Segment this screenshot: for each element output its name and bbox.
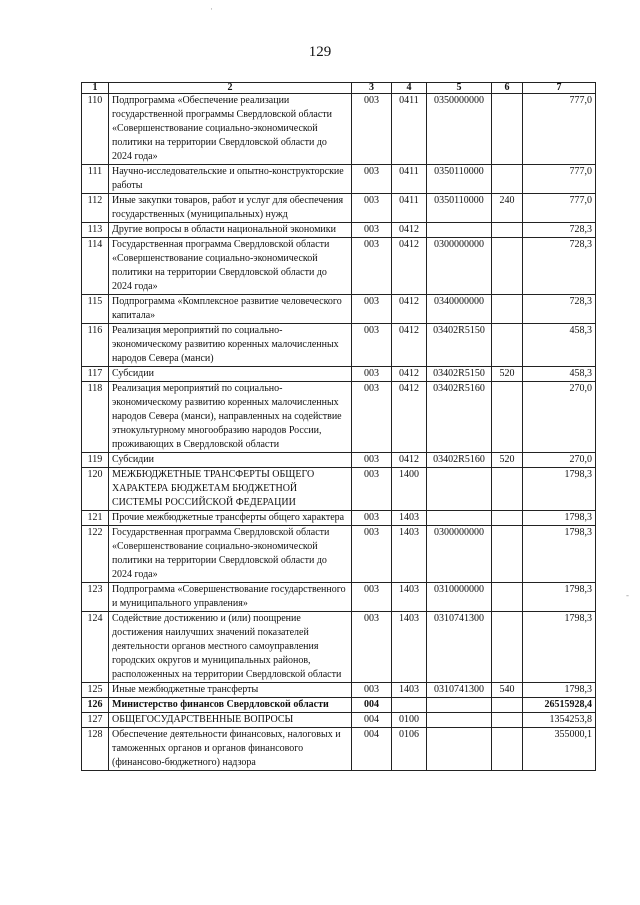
cell-col-6 xyxy=(492,223,523,238)
cell-row-number: 122 xyxy=(82,526,109,583)
cell-item-name: Научно-исследовательские и опытно-конструкторские работы xyxy=(109,165,352,194)
cell-col-5: 0310741300 xyxy=(427,612,492,683)
cell-col-6 xyxy=(492,165,523,194)
cell-col-6 xyxy=(492,238,523,295)
table-row xyxy=(82,295,596,324)
cell-item-name: МЕЖБЮДЖЕТНЫЕ ТРАНСФЕРТЫ ОБЩЕГО ХАРАКТЕРА БЮДЖЕТАМ БЮДЖЕТНОЙ СИСТЕМЫ РОССИЙСКОЙ ФЕДЕРАЦИИ xyxy=(109,468,352,511)
cell-col-3: 003 xyxy=(352,382,392,453)
table-row xyxy=(82,713,596,728)
table-row xyxy=(82,583,596,612)
cell-item-name: Подпрограмма «Комплексное развитие человеческого капитала» xyxy=(109,295,352,324)
cell-amount: 1798,3 xyxy=(523,526,596,583)
table-row xyxy=(82,382,596,453)
cell-item-name: Государственная программа Свердловской области «Совершенствование социально-экономической политики на территории Свердловской области до 2024 года» xyxy=(109,526,352,583)
cell-amount: 1798,3 xyxy=(523,612,596,683)
table-row xyxy=(82,367,596,382)
cell-col-4: 0106 xyxy=(392,728,427,771)
cell-col-4: 0412 xyxy=(392,367,427,382)
cell-col-4: 0412 xyxy=(392,453,427,468)
cell-col-5 xyxy=(427,223,492,238)
cell-col-3: 003 xyxy=(352,194,392,223)
cell-item-name: Министерство финансов Свердловской области xyxy=(109,698,352,713)
header-col-6: 6 xyxy=(492,83,523,94)
cell-col-3: 003 xyxy=(352,367,392,382)
table-row xyxy=(82,194,596,223)
cell-amount: 270,0 xyxy=(523,453,596,468)
cell-item-name: Обеспечение деятельности финансовых, налоговых и таможенных органов и органов финансового (финансово-бюджетного) надзора xyxy=(109,728,352,771)
cell-col-5 xyxy=(427,728,492,771)
cell-col-3: 003 xyxy=(352,612,392,683)
cell-col-5 xyxy=(427,511,492,526)
cell-row-number: 113 xyxy=(82,223,109,238)
cell-col-3: 003 xyxy=(352,94,392,165)
cell-row-number: 119 xyxy=(82,453,109,468)
cell-col-3: 003 xyxy=(352,324,392,367)
cell-col-6 xyxy=(492,713,523,728)
table-header-row xyxy=(82,83,596,94)
cell-amount: 728,3 xyxy=(523,295,596,324)
cell-amount: 1354253,8 xyxy=(523,713,596,728)
table-row xyxy=(82,612,596,683)
scan-mark: · xyxy=(210,4,213,14)
cell-col-6 xyxy=(492,511,523,526)
table-row xyxy=(82,165,596,194)
cell-amount: 1798,3 xyxy=(523,468,596,511)
cell-col-4: 0412 xyxy=(392,238,427,295)
cell-item-name: Подпрограмма «Обеспечение реализации государственной программы Свердловской области «Совершенствование социально-экономической политики на территории Свердловской области до 2024 года» xyxy=(109,94,352,165)
cell-col-3: 004 xyxy=(352,713,392,728)
cell-amount: 728,3 xyxy=(523,223,596,238)
cell-col-5: 03402R5150 xyxy=(427,367,492,382)
cell-amount: 458,3 xyxy=(523,324,596,367)
cell-col-3: 003 xyxy=(352,511,392,526)
cell-col-6 xyxy=(492,295,523,324)
cell-row-number: 110 xyxy=(82,94,109,165)
cell-amount: 1798,3 xyxy=(523,583,596,612)
table-row xyxy=(82,94,596,165)
cell-col-5: 0350110000 xyxy=(427,194,492,223)
cell-col-6 xyxy=(492,728,523,771)
cell-item-name: Подпрограмма «Совершенствование государственного и муниципального управления» xyxy=(109,583,352,612)
cell-amount: 355000,1 xyxy=(523,728,596,771)
cell-col-4: 0411 xyxy=(392,165,427,194)
cell-col-4: 1403 xyxy=(392,683,427,698)
cell-row-number: 115 xyxy=(82,295,109,324)
cell-col-5 xyxy=(427,468,492,511)
cell-row-number: 112 xyxy=(82,194,109,223)
cell-col-5: 0350110000 xyxy=(427,165,492,194)
cell-amount: 777,0 xyxy=(523,94,596,165)
cell-col-3: 003 xyxy=(352,583,392,612)
scan-mark: - xyxy=(626,590,629,600)
cell-amount: 26515928,4 xyxy=(523,698,596,713)
cell-item-name: ОБЩЕГОСУДАРСТВЕННЫЕ ВОПРОСЫ xyxy=(109,713,352,728)
cell-row-number: 128 xyxy=(82,728,109,771)
cell-item-name: Субсидии xyxy=(109,453,352,468)
cell-col-6 xyxy=(492,612,523,683)
cell-item-name: Содействие достижению и (или) поощрение достижения наилучших значений показателей деятельности органов местного самоуправления городских округов и муниципальных районов, расположенных на территории Свердловской области xyxy=(109,612,352,683)
table-row xyxy=(82,698,596,713)
cell-col-5 xyxy=(427,698,492,713)
cell-col-4: 1403 xyxy=(392,511,427,526)
cell-col-5: 0310741300 xyxy=(427,683,492,698)
cell-col-4: 0412 xyxy=(392,382,427,453)
cell-col-3: 003 xyxy=(352,468,392,511)
table-row xyxy=(82,324,596,367)
cell-item-name: Реализация мероприятий по социально-экономическому развитию коренных малочисленных народов Севера (манси), направленных на содействие этнокультурному многообразию народов России, проживающих в Свердловской области xyxy=(109,382,352,453)
cell-col-5: 0300000000 xyxy=(427,238,492,295)
table-row xyxy=(82,223,596,238)
cell-col-6 xyxy=(492,324,523,367)
cell-row-number: 127 xyxy=(82,713,109,728)
cell-col-6 xyxy=(492,698,523,713)
header-col-5: 5 xyxy=(427,83,492,94)
cell-amount: 777,0 xyxy=(523,165,596,194)
cell-col-4: 0412 xyxy=(392,295,427,324)
cell-amount: 458,3 xyxy=(523,367,596,382)
cell-col-4: 0411 xyxy=(392,94,427,165)
cell-col-5: 03402R5160 xyxy=(427,453,492,468)
table-row xyxy=(82,683,596,698)
cell-row-number: 114 xyxy=(82,238,109,295)
cell-col-6 xyxy=(492,382,523,453)
cell-col-3: 003 xyxy=(352,295,392,324)
cell-col-3: 004 xyxy=(352,728,392,771)
cell-item-name: Другие вопросы в области национальной экономики xyxy=(109,223,352,238)
cell-col-5: 0310000000 xyxy=(427,583,492,612)
cell-col-4: 0100 xyxy=(392,713,427,728)
cell-col-5 xyxy=(427,713,492,728)
cell-row-number: 117 xyxy=(82,367,109,382)
table-body xyxy=(82,94,596,771)
cell-col-6: 520 xyxy=(492,367,523,382)
cell-col-4: 1403 xyxy=(392,583,427,612)
cell-amount: 1798,3 xyxy=(523,683,596,698)
cell-col-4: 0412 xyxy=(392,223,427,238)
cell-col-3: 003 xyxy=(352,453,392,468)
header-col-4: 4 xyxy=(392,83,427,94)
cell-row-number: 125 xyxy=(82,683,109,698)
cell-col-4: 1403 xyxy=(392,612,427,683)
cell-col-5: 0350000000 xyxy=(427,94,492,165)
cell-col-3: 003 xyxy=(352,223,392,238)
cell-col-6 xyxy=(492,94,523,165)
cell-amount: 1798,3 xyxy=(523,511,596,526)
cell-col-3: 003 xyxy=(352,683,392,698)
cell-col-5: 03402R5160 xyxy=(427,382,492,453)
cell-item-name: Субсидии xyxy=(109,367,352,382)
cell-col-6 xyxy=(492,583,523,612)
cell-col-4: 0412 xyxy=(392,324,427,367)
budget-table xyxy=(81,82,596,771)
cell-col-3: 003 xyxy=(352,238,392,295)
cell-row-number: 123 xyxy=(82,583,109,612)
table-row xyxy=(82,526,596,583)
table-row xyxy=(82,511,596,526)
cell-col-6: 240 xyxy=(492,194,523,223)
cell-col-5: 0300000000 xyxy=(427,526,492,583)
cell-col-5: 03402R5150 xyxy=(427,324,492,367)
cell-amount: 270,0 xyxy=(523,382,596,453)
header-col-7: 7 xyxy=(523,83,596,94)
cell-row-number: 126 xyxy=(82,698,109,713)
table-row xyxy=(82,238,596,295)
cell-col-6 xyxy=(492,468,523,511)
table-row xyxy=(82,728,596,771)
cell-col-4: 1403 xyxy=(392,526,427,583)
header-col-1: 1 xyxy=(82,83,109,94)
table-row xyxy=(82,468,596,511)
cell-col-4: 0411 xyxy=(392,194,427,223)
cell-item-name: Государственная программа Свердловской области «Совершенствование социально-экономической политики на территории Свердловской области до 2024 года» xyxy=(109,238,352,295)
cell-col-3: 003 xyxy=(352,526,392,583)
cell-col-4: 1400 xyxy=(392,468,427,511)
cell-item-name: Реализация мероприятий по социально-экономическому развитию коренных малочисленных народов Севера (манси) xyxy=(109,324,352,367)
cell-col-3: 003 xyxy=(352,165,392,194)
cell-col-4 xyxy=(392,698,427,713)
cell-col-5: 0340000000 xyxy=(427,295,492,324)
header-col-3: 3 xyxy=(352,83,392,94)
cell-row-number: 120 xyxy=(82,468,109,511)
cell-row-number: 111 xyxy=(82,165,109,194)
cell-row-number: 118 xyxy=(82,382,109,453)
cell-col-6 xyxy=(492,526,523,583)
header-col-2: 2 xyxy=(109,83,352,94)
cell-col-6: 540 xyxy=(492,683,523,698)
cell-row-number: 121 xyxy=(82,511,109,526)
cell-amount: 728,3 xyxy=(523,238,596,295)
cell-row-number: 116 xyxy=(82,324,109,367)
cell-item-name: Прочие межбюджетные трансферты общего характера xyxy=(109,511,352,526)
cell-item-name: Иные закупки товаров, работ и услуг для обеспечения государственных (муниципальных) нужд xyxy=(109,194,352,223)
cell-amount: 777,0 xyxy=(523,194,596,223)
cell-item-name: Иные межбюджетные трансферты xyxy=(109,683,352,698)
cell-col-3: 004 xyxy=(352,698,392,713)
cell-row-number: 124 xyxy=(82,612,109,683)
page-number: 129 xyxy=(308,44,332,60)
table-row xyxy=(82,453,596,468)
cell-col-6: 520 xyxy=(492,453,523,468)
